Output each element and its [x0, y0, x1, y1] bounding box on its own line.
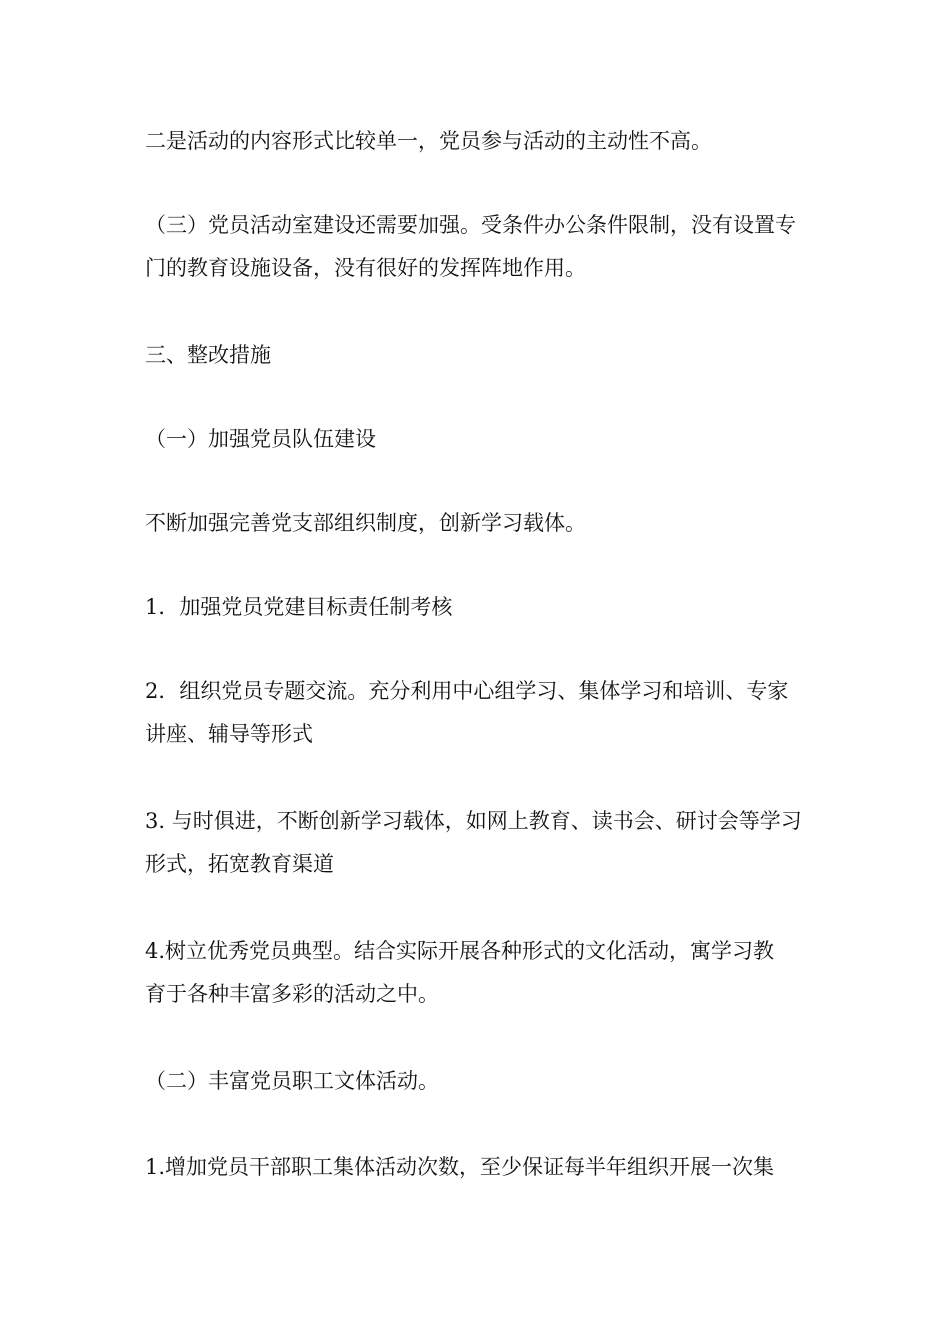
text-line: （三）党员活动室建设还需要加强。受条件办公条件限制，没有设置专: [145, 213, 796, 237]
section-heading-rectification: [145, 334, 815, 377]
text-line: （二）丰富党员职工文体活动。: [145, 1069, 439, 1093]
list-item-1: [145, 586, 815, 629]
list-item-3: [145, 800, 815, 886]
text-line: 4.树立优秀党员典型。结合实际开展各种形式的文化活动，寓学习教: [145, 939, 775, 963]
list-item-2: [145, 670, 815, 756]
text-line: 形式，拓宽教育渠道: [145, 852, 334, 876]
text-line: （一）加强党员队伍建设: [145, 427, 376, 451]
paragraph-improve-system: [145, 502, 815, 545]
text-line: 三、整改措施: [145, 343, 271, 367]
text-line: 1.增加党员干部职工集体活动次数，至少保证每半年组织开展一次集: [145, 1155, 775, 1179]
list-item-increase-activities: [145, 1146, 815, 1189]
text-line: 二是活动的内容形式比较单一，党员参与活动的主动性不高。: [145, 129, 712, 153]
text-line: 不断加强完善党支部组织制度，创新学习载体。: [145, 511, 586, 535]
subheading-cultural-activities: [145, 1060, 815, 1103]
text-line: 讲座、辅导等形式: [145, 722, 313, 746]
text-line: 1．加强党员党建目标责任制考核: [145, 595, 453, 619]
paragraph-activity-room: [145, 204, 815, 290]
subheading-team-building: [145, 418, 815, 461]
text-line: 3. 与时俱进，不断创新学习载体，如网上教育、读书会、研讨会等学习: [145, 809, 802, 833]
text-line: 2．组织党员专题交流。充分利用中心组学习、集体学习和培训、专家: [145, 679, 789, 703]
text-line: 育于各种丰富多彩的活动之中。: [145, 982, 439, 1006]
text-line: 门的教育设施设备，没有很好的发挥阵地作用。: [145, 256, 586, 280]
paragraph-activity-form: [145, 120, 815, 163]
list-item-4: [145, 930, 815, 1016]
